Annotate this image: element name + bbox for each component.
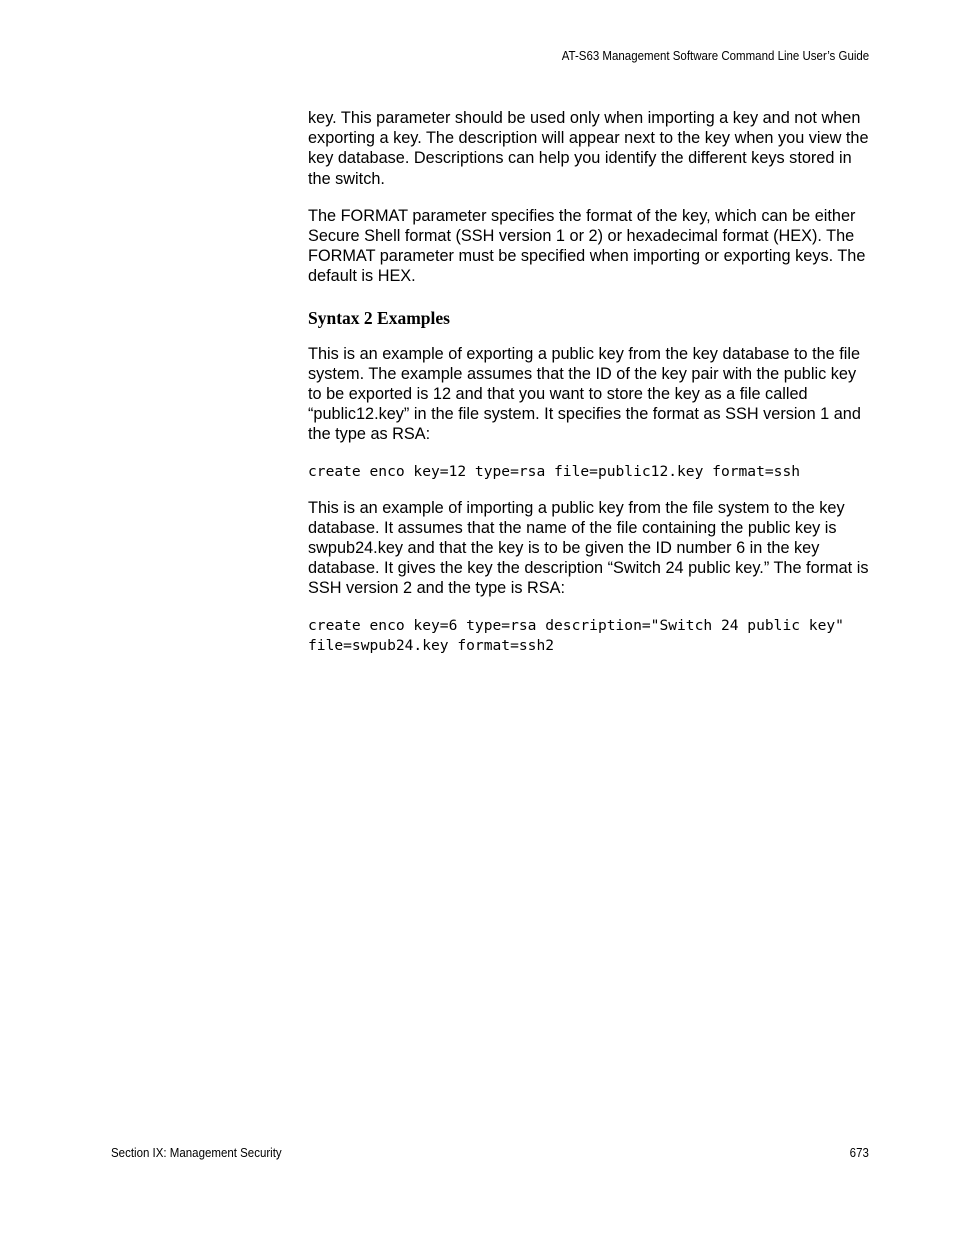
page-body: [308, 108, 874, 672]
paragraph-format-param: The FORMAT parameter specifies the format of the key, which can be either Secure Shell format (SSH version 1 or 2) or hexadecimal format (HEX). The FORMAT parameter must be specified when importing or exporting keys. The default is HEX.: [308, 206, 866, 286]
page-number: 673: [849, 1146, 869, 1160]
paragraph-import-example: This is an example of importing a public key from the file system to the key database. It assumes that the name of the file containing the public key is swpub24.key and that the key is to be given the ID number 6 in the key database. It gives the key the description “Switch 24 public key.” The format is SSH version 2 and the type is RSA:: [308, 498, 869, 598]
footer-section-title: Section IX: Management Security: [111, 1146, 282, 1160]
paragraph-description-param: key. This parameter should be used only when importing a key and not when exporting a key. The description will appear next to the key when you view the key database. Descriptions can help you identify the different keys stored in the switch.: [308, 109, 869, 188]
code-example-import: create enco key=6 type=rsa description="Switch 24 public key" file=swpub24.key format=ssh2: [308, 616, 853, 654]
code-example-export: create enco key=12 type=rsa file=public12.key format=ssh: [308, 462, 801, 480]
paragraph-export-example: This is an example of exporting a public key from the key database to the file system. The example assumes that the ID of the key pair with the public key to be exported is 12 and that you want to store the key as a file called “public12.key” in the file system. It specifies the format as SSH version 1 and the type as RSA:: [308, 344, 861, 444]
section-heading: Syntax 2 Examples: [308, 307, 450, 328]
running-header: AT-S63 Management Software Command Line User’s Guide: [561, 49, 869, 63]
